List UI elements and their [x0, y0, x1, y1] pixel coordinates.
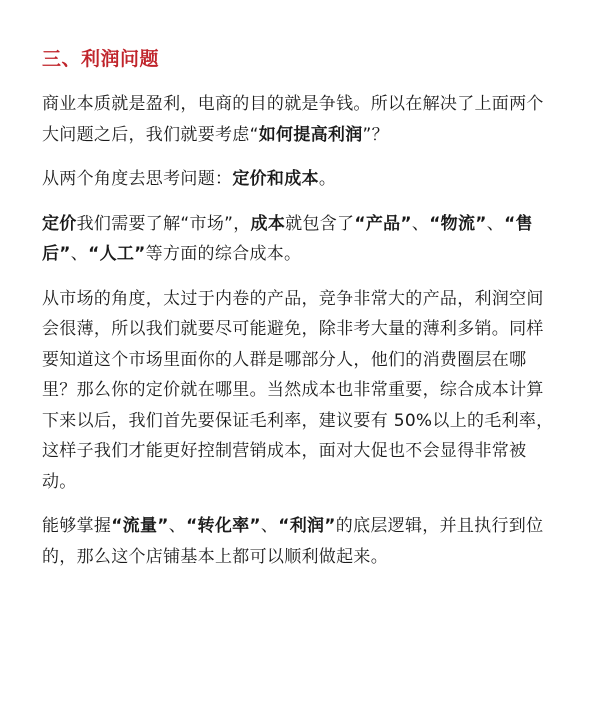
- paragraph-market-analysis: [42, 284, 558, 498]
- text-segment: 、: [260, 516, 279, 536]
- bold-segment: “流量”: [111, 516, 169, 536]
- text-segment: 我们需要了解“市场”，: [76, 213, 251, 234]
- text-segment: 等方面的综合成本。: [145, 244, 302, 264]
- bold-segment: “产品”: [354, 213, 412, 234]
- paragraph-conclusion: [42, 511, 558, 572]
- bold-segment: “售后”: [42, 213, 533, 264]
- text-segment: 、: [486, 213, 505, 234]
- section-heading: 三、利润问题: [42, 48, 160, 70]
- text-segment: 从市场的角度，太过于内卷的产品，竞争非常大的产品，利润空间会很薄，所以我们就要尽可能避免，除非考大量的薄利多销。同样要知道这个市场里面你的人群是哪部分人，他们的消费圈层在哪里？那么你的定价就在哪里。当然成本也非常重要，综合成本计算下来以后，我们首先要保证毛利率，建议要有 50%以上的毛利率，这样子我们才能更好控制营销成本，面对大促也不会显得非常被动。: [42, 288, 554, 492]
- bold-segment: “利润”: [278, 516, 336, 536]
- paragraph-business-essence: [42, 89, 558, 150]
- paragraph-two-angles: [42, 164, 558, 195]
- bold-segment: “物流”: [429, 213, 487, 234]
- bold-segment: 定价和成本: [232, 169, 319, 189]
- bold-segment: “转化率”: [186, 516, 261, 536]
- paragraph-pricing-cost: [42, 209, 558, 270]
- text-segment: 能够掌握: [42, 516, 112, 536]
- text-segment: 、: [411, 213, 430, 234]
- text-segment: 从两个角度去思考问题：: [42, 169, 233, 189]
- text-segment: ”？: [362, 124, 389, 145]
- text-segment: 商业本质就是盈利，电商的目的就是争钱。所以在解决了上面两个大问题之后，我们就要考虑“: [42, 94, 544, 145]
- text-segment: 就包含了: [285, 213, 355, 234]
- text-segment: 。: [318, 169, 337, 189]
- bold-segment: 成本: [250, 213, 286, 234]
- bold-segment: 如何提高利润: [258, 124, 363, 145]
- text-segment: 、: [70, 244, 89, 264]
- text-segment: 的底层逻辑，并且执行到位的，那么这个店铺基本上都可以顺利做起来。: [42, 516, 544, 567]
- text-segment: 、: [168, 516, 187, 536]
- bold-segment: “人工”: [88, 244, 146, 264]
- bold-segment: 定价: [42, 213, 77, 234]
